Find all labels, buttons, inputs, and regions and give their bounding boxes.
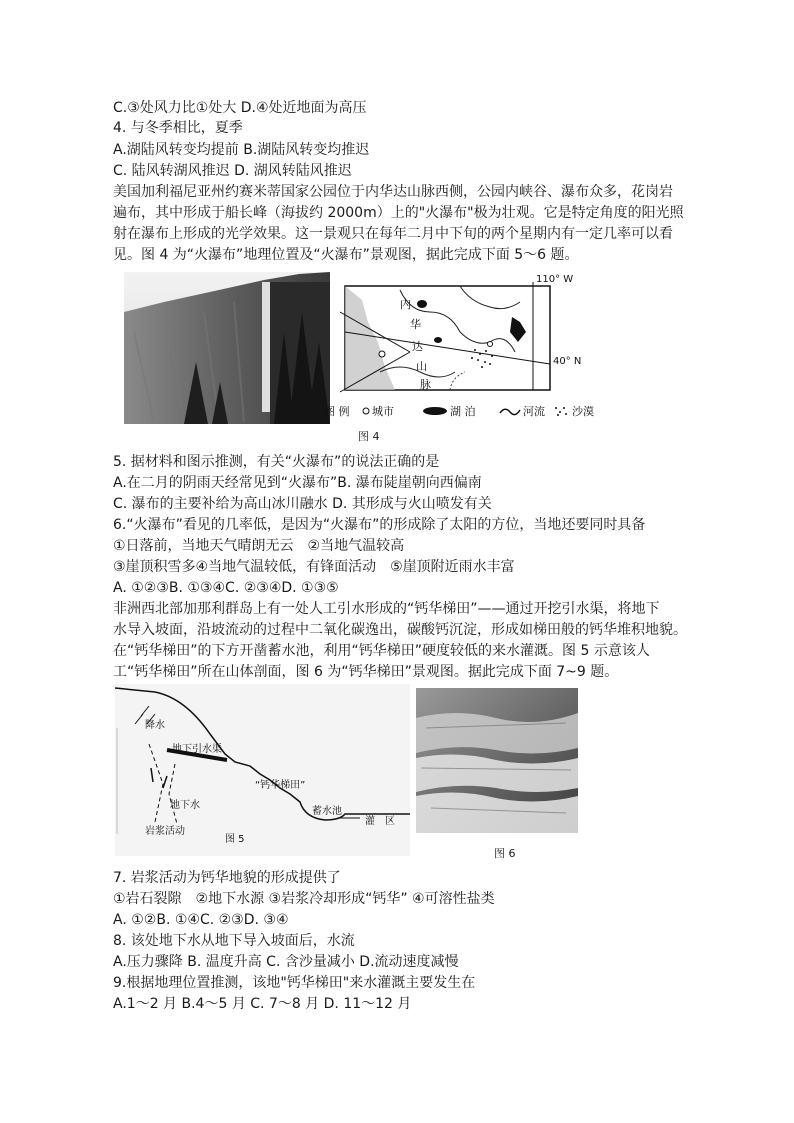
groundwater-label: 地下水 xyxy=(170,800,200,811)
text-line: A. ①②③B. ①③④C. ②③④D. ①③⑤ xyxy=(113,580,339,596)
channel-label: 地下引水渠 xyxy=(172,744,222,755)
text-line: A.在二月的阴雨天经常见到“火瀑布”B. 瀑布陡崖朝向西偏南 xyxy=(113,475,482,491)
legend-lake-icon xyxy=(423,407,447,415)
legend-river-label: 河流 xyxy=(523,405,545,418)
mountain-label: 达 xyxy=(412,340,423,353)
question-6: 6.“火瀑布”看见的几率低，是因为“火瀑布”的形成除了太阳的方位，当地还要同时具备 xyxy=(113,517,646,533)
legend-lake-label: 湖 泊 xyxy=(450,405,476,418)
legend-city-label: 城市 xyxy=(372,405,394,418)
legend-desert-icon xyxy=(555,407,567,416)
text-line: ③崖顶积雪多④当地气温较低，有锋面活动 ⑤崖顶附近雨水丰富 xyxy=(113,559,515,575)
legend-city-icon xyxy=(363,408,369,414)
text-line: A. ①②B. ①④C. ②③D. ③④ xyxy=(113,912,289,928)
mountain-label: 华 xyxy=(410,318,421,331)
mountain-label: 脉 xyxy=(420,378,431,391)
passage-line: 工“钙华梯田”所在山体剖面，图 6 为“钙华梯田”景观图。据此完成下面 7~9 题。 xyxy=(113,664,619,680)
passage-line: 水导入坡面，沿坡流动的过程中二氧化碳逸出，碳酸钙沉淀，形成如梯田般的钙华堆积地貌。 xyxy=(113,622,687,638)
text-line: A.湖陆风转变均提前 B.湖陆风转变均推迟 xyxy=(113,142,370,158)
question-5: 5. 据材料和图示推测，有关“火瀑布”的说法正确的是 xyxy=(113,454,440,470)
lake xyxy=(434,337,442,343)
longitude-label: 110° W xyxy=(536,274,574,285)
passage-line: 遍布，其中形成于船长峰（海拔约 2000m）上的"火瀑布"极为壮观。它是特定角度的阳光照 xyxy=(113,205,684,221)
passage-line: 在“钙华梯田”的下方开凿蓄水池，利用“钙华梯田”硬度较低的来水灌溉。图 5 示意该人 xyxy=(113,643,650,659)
mountain-label: 内 xyxy=(400,298,411,311)
figure-4-caption: 图 4 xyxy=(358,430,380,443)
text-line: ①岩石裂隙 ②地下水源 ③岩浆冷却形成“钙华” ④可溶性盐类 xyxy=(113,891,495,907)
terrace-profile-diagram xyxy=(115,684,410,856)
text-line: C. 瀑布的主要补给为高山冰川融水 D. 其形成与火山喷发有关 xyxy=(113,496,492,512)
latitude-label: 40° N xyxy=(553,356,582,367)
city-marker xyxy=(488,342,493,347)
figure-6-caption: 图 6 xyxy=(494,847,516,860)
calcium-terrace-photo xyxy=(416,688,578,833)
irrigation-label: 灌 区 xyxy=(365,816,395,827)
text-line: A.压力骤降 B. 温度升高 C. 含沙量减小 D.流动速度减慢 xyxy=(113,954,459,970)
question-4: 4. 与冬季相比，夏季 xyxy=(113,120,243,136)
passage-line: 非洲西北部加那利群岛上有一处人工引水形成的“钙华梯田”——通过开挖引水渠，将地下 xyxy=(113,601,660,617)
passage-line: 射在瀑布上形成的光学效果。这一景观只在每年二月中下旬的两个星期内有一定几率可以看 xyxy=(113,226,673,242)
question-7: 7. 岩浆活动为钙华地貌的形成提供了 xyxy=(113,870,341,886)
text-line: A.1～2 月 B.4～5 月 C. 7～8 月 D. 11～12 月 xyxy=(113,996,412,1012)
legend-river-icon xyxy=(500,409,520,414)
legend-desert-label: 沙漠 xyxy=(572,405,594,418)
passage-line: 美国加利福尼亚州约赛米蒂国家公园位于内华达山脉西侧，公园内峡谷、瀑布众多，花岗岩 xyxy=(113,184,673,200)
text-line: C.③处风力比①处大 D.④处近地面为高压 xyxy=(113,100,367,116)
lake xyxy=(417,300,427,308)
figure-5-caption: 图 5 xyxy=(225,834,245,845)
fire-waterfall-photo xyxy=(124,272,330,424)
passage-line: 见。图 4 为“火瀑布”地理位置及“火瀑布”景观图，据此完成下面 5～6 题。 xyxy=(113,247,579,263)
text-line: ①日落前，当地天气晴朗无云 ②当地气温较高 xyxy=(113,538,405,554)
legend-title: 图 例 xyxy=(324,405,350,418)
magma-label: 岩浆活动 xyxy=(145,826,185,837)
question-8: 8. 该处地下水从地下导入坡面后，水流 xyxy=(113,933,355,949)
mountain-label: 山 xyxy=(416,360,427,373)
question-9: 9.根据地理位置推测，该地"钙华梯田"来水灌溉主要发生在 xyxy=(113,975,476,991)
fire-waterfall-location-map xyxy=(324,272,610,424)
rain-label: 降水 xyxy=(145,720,165,731)
city-marker xyxy=(379,351,385,357)
pool-label: 蓄水池 xyxy=(312,806,342,817)
text-line: C. 陆风转湖风推迟 D. 湖风转陆风推迟 xyxy=(113,163,352,179)
terrace-label: “钙华梯田” xyxy=(255,780,306,791)
